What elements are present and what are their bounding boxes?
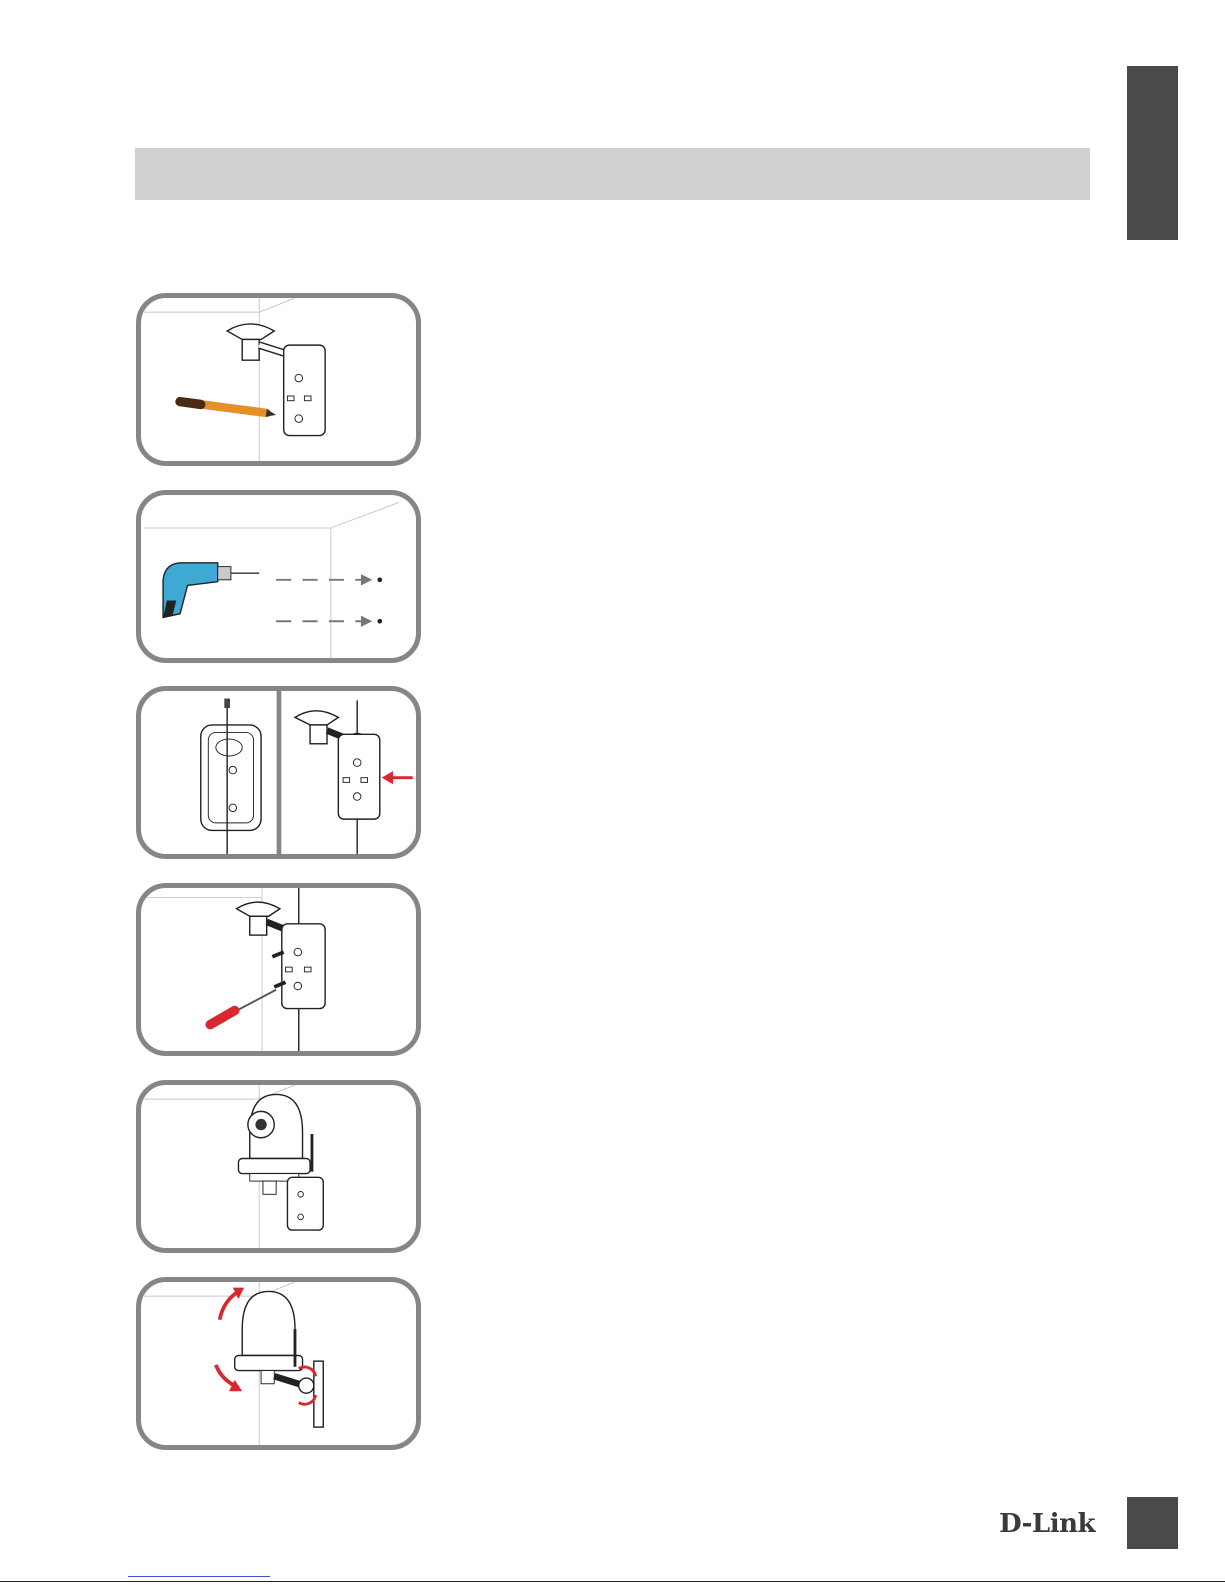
step-2-panel	[136, 490, 421, 663]
page-number-box	[1127, 1497, 1178, 1549]
camera-mounted-icon	[141, 1085, 416, 1248]
step-5-panel	[136, 1080, 421, 1253]
step-4-panel	[136, 883, 421, 1056]
language-side-tab	[1127, 66, 1178, 240]
step-3-panel	[136, 686, 421, 859]
screwdriver-icon	[141, 888, 416, 1051]
step-6-panel	[136, 1277, 421, 1450]
camera-adjust-icon	[141, 1282, 416, 1445]
footer-rule	[0, 1581, 1225, 1582]
pencil-marking-icon	[141, 298, 416, 461]
step-1-panel	[136, 293, 421, 466]
drill-icon	[141, 495, 416, 658]
section-header-bar	[135, 148, 1090, 200]
cable-routing-icon	[141, 691, 416, 854]
dlink-logo: D-Link	[999, 1509, 1095, 1539]
footer-link-underline[interactable]	[128, 1576, 270, 1577]
